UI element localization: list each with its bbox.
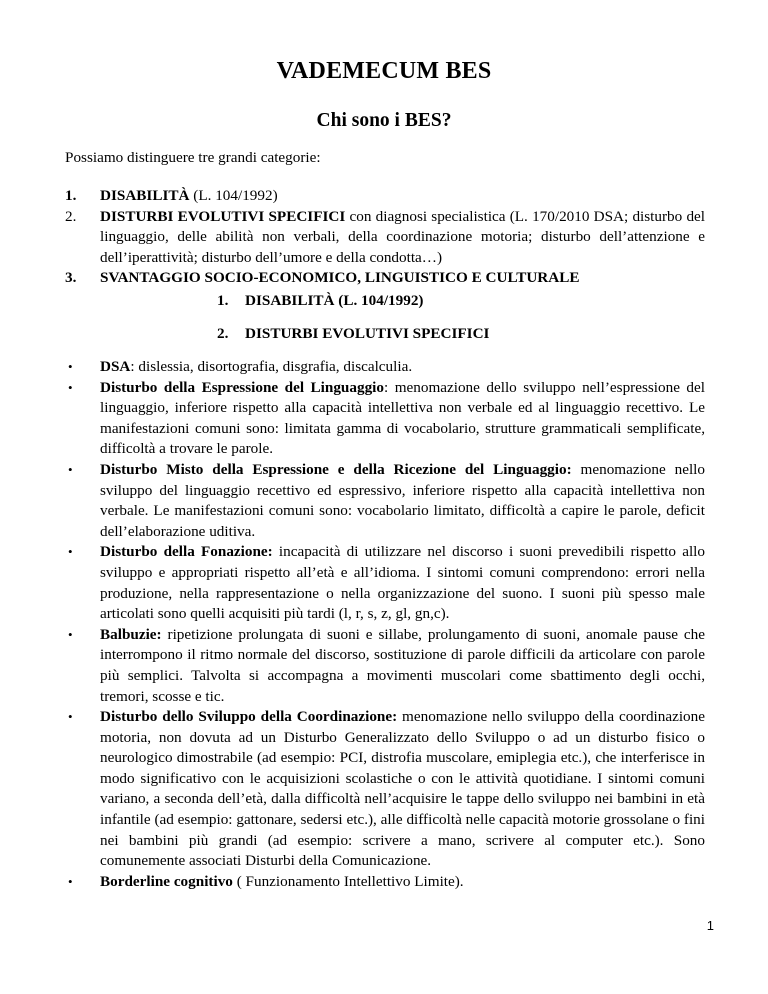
bullet-item [65, 460, 705, 542]
bullet-item [65, 625, 705, 707]
category-detail: (L. 104/1992) [189, 187, 278, 204]
bullet-item [65, 378, 705, 460]
bullet-item [65, 707, 705, 872]
bullet-description: incapacità di utilizzare nel discorso i suoni prevedibili rispetto allo sviluppo e appropriati rispetto all’età e all’idioma. I sintomi comuni comprendono: errori nella produzione, nella rappresentazione o nella organizzazione del suono. I suoni più spesso male articolati sono quelli acquisiti più tardi (l, r, s, z, gl, gn,c). [100, 543, 705, 623]
bullet-icon: • [68, 379, 73, 395]
bullet-icon: • [68, 873, 73, 889]
bullet-icon: • [68, 626, 73, 642]
category-number: 3. [65, 269, 77, 287]
category-name: SVANTAGGIO SOCIO-ECONOMICO, LINGUISTICO E CULTURALE [100, 269, 580, 287]
bullet-description: : dislessia, disortografia, disgrafia, discalculia. [130, 358, 413, 375]
category-number: 1. [65, 187, 77, 204]
bullet-description: menomazione nello sviluppo del linguaggio recettivo ed espressivo, inferiore rispetto alla capacità intellettiva non verbale. Le manifestazioni comuni sono: vocabolario limitato, difficoltà a capire le parole, deficit dell’elaborazione uditiva. [100, 460, 705, 540]
bullet-term: Disturbo della Fonazione: [100, 543, 273, 561]
document-subtitle: Chi sono i BES? [316, 110, 452, 131]
page-number: 1 [706, 918, 714, 933]
bullet-item [65, 357, 705, 378]
category-item [65, 268, 705, 289]
category-item [65, 186, 705, 207]
category-name: DISABILITÀ [100, 187, 190, 204]
bullet-description: : menomazione dello sviluppo nell’espressione del linguaggio, inferiore rispetto alla capacità intellettiva non verbale ed al linguaggio recettivo. Le manifestazioni comuni sono: limitata gamma di vocabolario, strutture grammaticali semplificate, difficoltà a trovare le parole. [100, 378, 705, 458]
bullet-icon: • [68, 461, 73, 477]
bullet-term: Disturbo dello Sviluppo della Coordinazione: [100, 708, 398, 726]
section-heading-disturbi [217, 325, 489, 343]
intro-paragraph: Possiamo distinguere tre grandi categorie: [65, 149, 321, 166]
section-heading-disabilita [217, 292, 423, 310]
bullet-icon: • [68, 359, 73, 374]
bullet-item [65, 872, 705, 893]
category-name: DISTURBI EVOLUTIVI SPECIFICI [100, 207, 346, 225]
bullet-term: DSA [100, 358, 131, 375]
bullet-term: Disturbo della Espressione del Linguaggio [100, 378, 384, 396]
section-title: DISTURBI EVOLUTIVI SPECIFICI [245, 325, 490, 342]
bullet-description: ripetizione prolungata di suoni e sillabe, prolungamento di suoni, anomale pause che interrompono il ritmo normale del discorso, sostituzione di parole difficili da articolare con parole più semplici. Talvolta si accompagna a movimenti muscolari come sbattimento degli occhi, tremori, scosse e tic. [100, 625, 705, 705]
bullet-icon: • [68, 709, 73, 725]
document-title: VADEMECUM BES [276, 58, 492, 84]
category-number: 2. [65, 207, 77, 225]
disturbi-bullet-list [65, 357, 705, 892]
bullet-description: ( Funzionamento Intellettivo Limite). [232, 872, 464, 890]
bullet-item [65, 542, 705, 624]
category-item [65, 207, 705, 269]
bullet-term: Disturbo Misto della Espressione e della Ricezione del Linguaggio: [100, 460, 572, 478]
categories-list [65, 186, 705, 289]
category-detail: con diagnosi specialistica (L. 170/2010 DSA; disturbo del linguaggio, delle abilità non verbali, della coordinazione motoria; disturbo dell’attenzione e dell’iperattività; disturbo dell’umore e della condotta…) [100, 207, 706, 266]
bullet-description: menomazione nello sviluppo della coordinazione motoria, non dovuta ad un Disturbo Generalizzato dello Sviluppo o ad un disturbo fisico o neurologico dimostrabile (ad esempio: PCI, distrofia muscolare, emiplegia etc.), che interferisce in modo significativo con le acquisizioni scolastiche o con le attività quotidiane. I sintomi comuni variano, a seconda dell’età, dalla difficoltà nell’acquisire le tappe dello sviluppo nei bambini in età infantile (ad esempio: gattonare, sedersi etc.), alle difficoltà nelle capacità motorie grossolane o fini nei bambini più grandi (ad esempio: scrivere a mano, scrivere al computer etc.). Sono comunemente associati Disturbi della Comunicazione. [100, 708, 705, 870]
section-number: 1. [217, 292, 229, 309]
bullet-term: Balbuzie: [100, 625, 162, 643]
bullet-icon: • [68, 544, 73, 560]
bullet-term: Borderline cognitivo [100, 872, 233, 890]
section-title: DISABILITÀ (L. 104/1992) [245, 292, 424, 309]
section-number: 2. [217, 325, 229, 342]
